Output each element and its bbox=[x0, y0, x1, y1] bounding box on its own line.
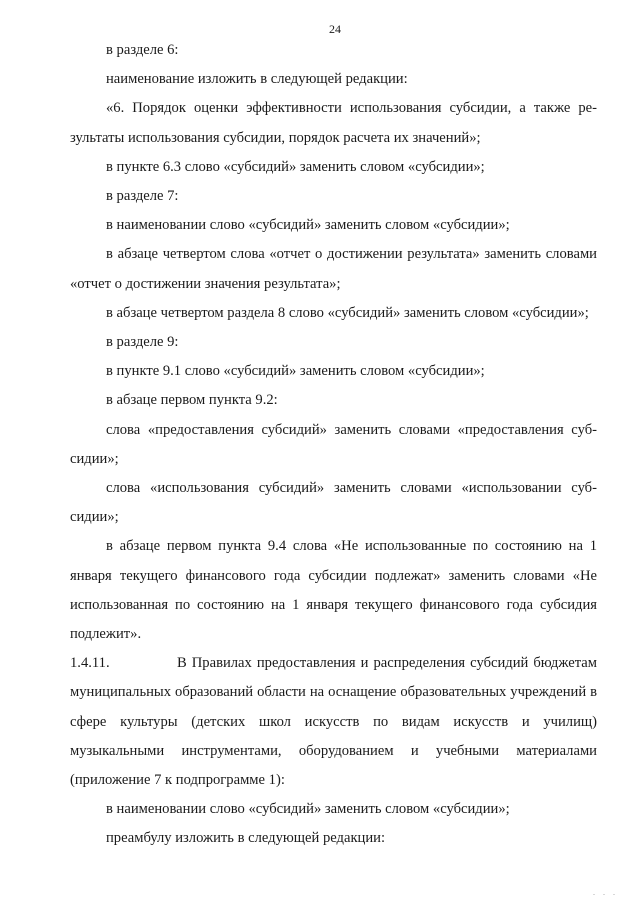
document-body bbox=[70, 36, 597, 854]
paragraph: в абзаце четвертом раздела 8 слово «субсидий» заменить словом «субсидии»; bbox=[106, 304, 589, 321]
paragraph: преамбулу изложить в следующей редакции: bbox=[106, 830, 386, 847]
paragraph: «6. Порядок оценки эффективности использования субсидии, а также результаты использования субсидии, порядок расчета их значений»; bbox=[70, 100, 597, 146]
paragraph: в абзаце четвертом слова «отчет о достижении результата» заменить словами «отчет о достижении значения результата»; bbox=[70, 246, 597, 292]
paragraph: в пункте 6.3 слово «субсидий» заменить словом «субсидии»; bbox=[106, 158, 485, 175]
paragraph: слова «предоставления субсидий» заменить словами «предоставления субсидии»; bbox=[70, 421, 597, 467]
scan-artifact-mark: . . . bbox=[593, 888, 618, 897]
section-1-4-11 bbox=[70, 649, 597, 795]
paragraph: в разделе 6: bbox=[106, 42, 179, 58]
section-number: 1.4.11. bbox=[70, 655, 110, 672]
paragraph: в абзаце первом пункта 9.2: bbox=[106, 392, 278, 409]
paragraph: в разделе 9: bbox=[106, 334, 179, 351]
page-number: 24 bbox=[329, 22, 341, 36]
paragraph: слова «использования субсидий» заменить словами «использовании субсидии»; bbox=[70, 480, 597, 526]
section-text: В Правилах предоставления и распределения субсидий бюджетам муниципальных образований области на оснащение образовательных учреждений в сфере культуры (детских школ искусств по видам искусств и училищ) музыкальными инструментами, оборудованием и учебными материалами (приложение 7 к подпрограмме 1): bbox=[70, 655, 597, 789]
paragraph: в наименовании слово «субсидий» заменить словом «субсидии»; bbox=[106, 217, 510, 234]
paragraph: наименование изложить в следующей редакции: bbox=[106, 71, 408, 88]
paragraph: в разделе 7: bbox=[106, 188, 179, 205]
paragraph: в абзаце первом пункта 9.4 слова «Не использованные по состоянию на 1 января текущего финансового года субсидии подлежат» заменить словами «Не использованная по состоянию на 1 января текущего финансового года субсидия подлежит». bbox=[70, 538, 597, 643]
paragraph: в пункте 9.1 слово «субсидий» заменить словом «субсидии»; bbox=[106, 363, 485, 380]
paragraph: в наименовании слово «субсидий» заменить словом «субсидии»; bbox=[106, 801, 510, 818]
